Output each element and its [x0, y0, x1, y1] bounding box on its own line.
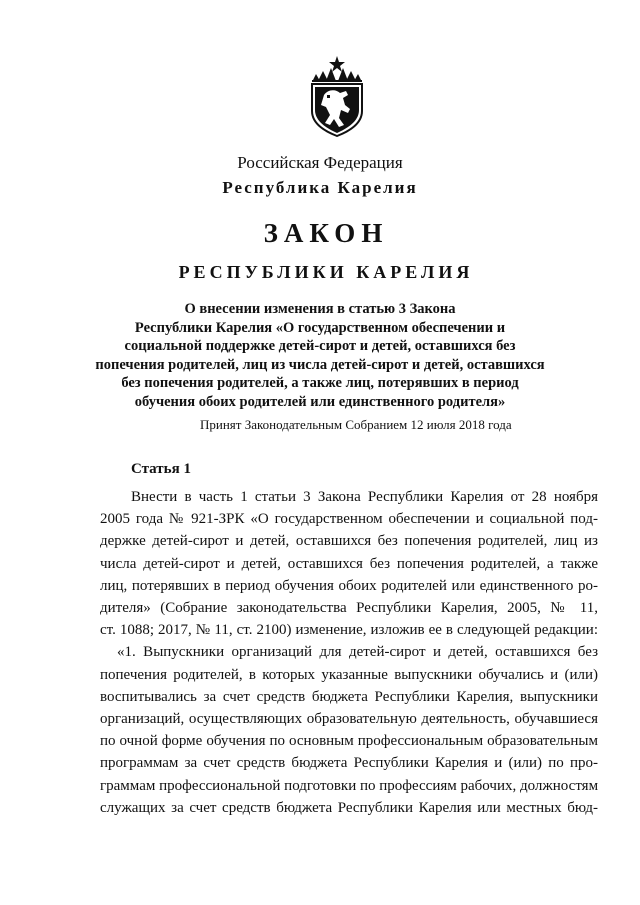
- body-line: лиц, потерявших в период обучения обоих родителей или единственного ро-: [100, 577, 598, 594]
- issuing-republic-heading: РЕСПУБЛИКИ КАРЕЛИЯ: [178, 262, 474, 282]
- law-title-line: попечения родителей, лиц из числа детей-сирот и детей, оставшихся: [95, 356, 545, 373]
- body-line: организаций, осуществляющих образовательную деятельность, обучавшиеся: [100, 711, 598, 728]
- body-line: «1. Выпускники организаций для детей-сирот и детей, оставшихся без: [117, 644, 598, 661]
- body-line: держке детей-сирот и детей, оставшихся без попечения родителей, лиц из: [100, 533, 598, 550]
- adoption-note: Принят Законодательным Собранием 12 июля 2018 года: [200, 417, 512, 432]
- body-line: попечения родителей, в которых указанные выпускники обучались и (или): [100, 666, 598, 683]
- law-title-line: обучения обоих родителей или единственного родителя»: [134, 393, 506, 410]
- body-line: дителя» (Собрание законодательства Республики Карелия, 2005, № 11,: [100, 600, 598, 617]
- body-line: Внести в часть 1 статьи 3 Закона Республики Карелия от 28 ноября: [131, 489, 598, 505]
- body-line: по очной форме обучения по основным профессиональным образовательным: [100, 733, 598, 750]
- body-line: воспитывались за счет средств бюджета Республики Карелия, выпускники: [100, 688, 598, 705]
- document-type-heading: ЗАКОН: [263, 218, 389, 248]
- karelia-coat-of-arms-emblem: [306, 55, 368, 137]
- law-title-line: без попечения родителей, а также лиц, потерявших в период: [121, 375, 519, 391]
- body-line: числа детей-сирот и детей, оставшихся без попечения родителей, а также: [100, 555, 598, 572]
- law-title: [0, 300, 640, 411]
- body-line: граммам профессиональной подготовки по профессиям рабочих, должностям: [100, 777, 599, 794]
- country-name: Российская Федерация: [237, 153, 403, 172]
- article-heading: Статья 1: [131, 461, 191, 477]
- body-line: программам за счет средств бюджета Республики Карелия и (или) по про-: [100, 755, 598, 772]
- body-line: служащих за счет средств бюджета Республики Карелия или местных бюд-: [100, 799, 598, 816]
- law-title-line: О внесении изменения в статью 3 Закона: [184, 301, 456, 317]
- republic-name: Республика Карелия: [222, 178, 418, 197]
- body-line: 2005 года № 921-ЗРК «О государственном обеспечении и социальной под-: [100, 511, 598, 528]
- law-title-line: Республики Карелия «О государственном обеспечении и: [134, 319, 506, 336]
- body-line: ст. 1088; 2017, № 11, ст. 2100) изменение, изложив ее в следующей редакции:: [100, 622, 598, 639]
- law-title-line: социальной поддержке детей-сирот и детей, оставшихся без: [124, 338, 516, 354]
- article-body: [100, 486, 598, 819]
